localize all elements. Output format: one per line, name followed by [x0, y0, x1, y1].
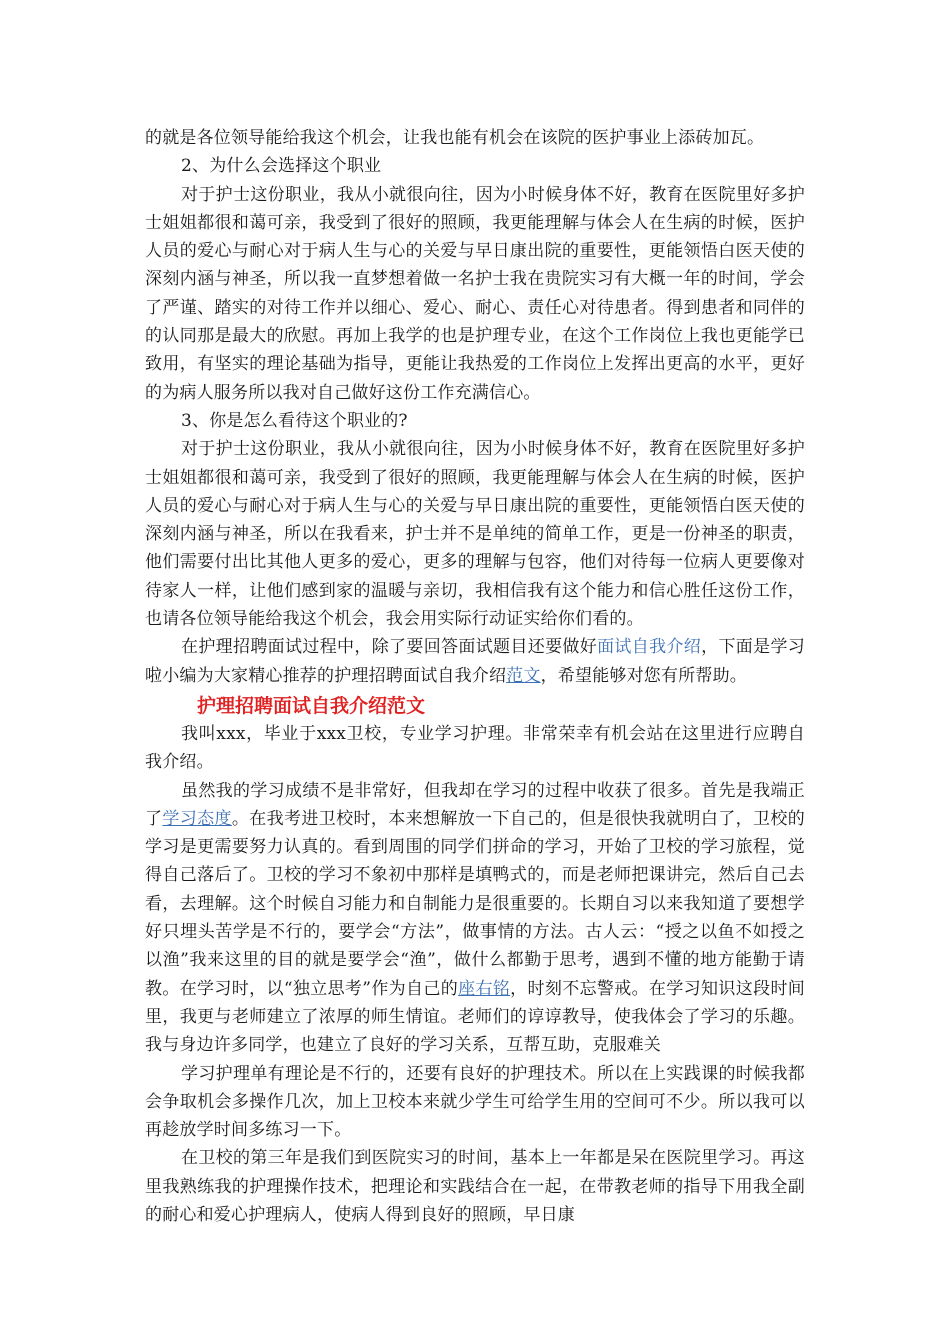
study-text-b: 。在我考进卫校时，本来想解放一下自己的，但是很快我就明白了，卫校的学习是更需要努力认真的。看到周围的同学们拼命的学习，开始了卫校的学习旅程，觉得自己落后了。卫校的学习不象初中那样是填鸭式的，而是老师把课讲完，然后自己去看，去理解。这个时候自习能力和自制能力是很重要的。长期自习以来我知道了要想学好只埋头苦学是不行的，要学会“方法”，做事情的方法。古人云：“授之以鱼不如授之以渔”我来这里的目的就是要学会“渔”，做什么都勤于思考，遇到不懂的地方能勤于请教。在学习时，以“独立思考”作为自己的	[145, 808, 805, 999]
document-page	[145, 124, 805, 1229]
self-intro-paragraph: 我叫xxx，毕业于xxx卫校，专业学习护理。非常荣幸有机会站在这里进行应聘自我介绍。	[145, 723, 805, 773]
intro-text-c: ，希望能够对您有所帮助。	[540, 665, 748, 686]
study-attitude-link[interactable]: 学习态度	[162, 808, 232, 829]
sample-essay-link[interactable]: 范文	[506, 665, 541, 686]
intro-text-b: ，下面是学习啦小编为大家精心推荐的护理招聘面试自我介绍	[145, 637, 805, 686]
skills-paragraph: 学习护理单有理论是不行的，还要有良好的护理技术。所以在上实践课的时候我都会争取机会多操作几次，加上卫校本来就少学生可给学生用的空间可不少。所以我可以再趁放学时间多练习一下。	[145, 1063, 805, 1141]
answer-2-paragraph: 对于护士这份职业，我从小就很向往，因为小时候身体不好，教育在医院里好多护士姐姐都很和蔼可亲，我受到了很好的照顾，我更能理解与体会人在生病的时候，医护人员的爱心与耐心对于病人生与心的关爱与早日康出院的重要性，更能领悟白医天使的深刻内涵与神圣，所以我一直梦想着做一名护士我在贵院实习有大概一年的时间，学会了严谨、踏实的对待工作并以细心、爱心、耐心、责任心对待患者。得到患者和同伴的的认同那是最大的欣慰。再加上我学的也是护理专业，在这个工作岗位上我也更能学已致用，有坚实的理论基础为指导，更能让我热爱的工作岗位上发挥出更高的水平，更好的为病人服务所以我对自己做好这份工作充满信心。	[145, 184, 805, 403]
study-text-a: 虽然我的学习成绩不是非常好，但我却在学习的过程中收获了很多。首先是我端正了	[145, 780, 805, 829]
study-paragraph	[145, 777, 805, 1060]
intro-text-a: 在护理招聘面试过程中，除了要回答面试题目还要做好	[181, 637, 598, 658]
paragraph-continuation: 的就是各位领导能给我这个机会，让我也能有机会在该院的医护事业上添砖加瓦。	[145, 128, 765, 148]
question-3: 3、你是怎么看待这个职业的?	[181, 410, 408, 431]
intro-paragraph	[145, 633, 805, 690]
study-text-c: ，时刻不忘警戒。在学习知识这段时间里，我更与老师建立了浓厚的师生情谊。老师们的谆谆教导，使我体会了学习的乐趣。我与身边许多同学，也建立了良好的学习关系，互帮互助，克服难关	[145, 978, 805, 1056]
motto-link[interactable]: 座右铭	[458, 978, 511, 999]
section-heading: 护理招聘面试自我介绍范文	[197, 694, 426, 717]
question-2: 2、为什么会选择这个职业	[181, 156, 382, 177]
interview-self-intro-link[interactable]: 面试自我介绍	[597, 637, 702, 658]
answer-3-paragraph: 对于护士这份职业，我从小就很向往，因为小时候身体不好，教育在医院里好多护士姐姐都很和蔼可亲，我受到了很好的照顾，我更能理解与体会人在生病的时候，医护人员的爱心与耐心对于病人生与心的关爱与早日康出院的重要性，更能领悟白医天使的深刻内涵与神圣，所以在我看来，护士并不是单纯的简单工作，更是一份神圣的职责，他们需要付出比其他人更多的爱心，更多的理解与包容，他们对待每一位病人更要像对待家人一样，让他们感到家的温暖与亲切，我相信我有这个能力和信心胜任这份工作，也请各位领导能给我这个机会，我会用实际行动证实给你们看的。	[145, 439, 805, 630]
internship-paragraph: 在卫校的第三年是我们到医院实习的时间，基本上一年都是呆在医院里学习。再这里我熟练我的护理操作技术，把理论和实践结合在一起，在带教老师的指导下用我全副的耐心和爱心护理病人，使病人得到良好的照顾，早日康	[145, 1148, 805, 1225]
